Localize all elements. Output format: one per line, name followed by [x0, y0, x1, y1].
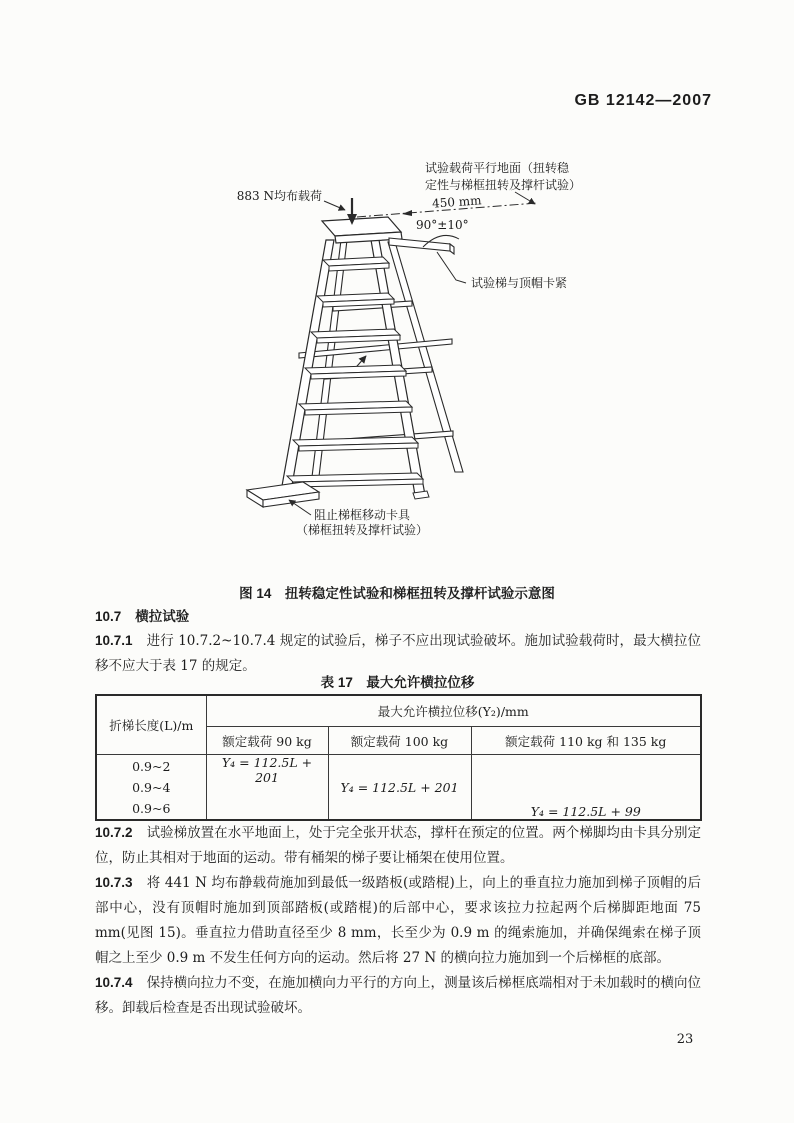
clause-text: 保持横向拉力不变，在施加横向力平行的方向上，测量该后梯框底端相对于未加载时的横向位移。卸载后检查是否出现试验破坏。: [95, 975, 701, 1016]
formula-110-135kg: Y₄ = 112.5L + 99: [471, 755, 701, 821]
clause-text: 试验梯放置在水平地面上，处于完全张开状态，撑杆在预定的位置。两个梯脚均由卡具分别定位，防止其相对于地面的运动。带有桶架的梯子要让桶架在使用位置。: [95, 825, 701, 866]
clause-text: 进行 10.7.2~10.7.4 规定的试验后，梯子不应出现试验破坏。施加试验载荷时，最大横拉位移不应大于表 17 的规定。: [95, 633, 701, 674]
clause-number: 10.7.3: [95, 875, 133, 890]
figure-14: [0, 148, 794, 580]
label-clamp-block: [278, 508, 446, 538]
table-17: [95, 694, 702, 821]
label-test-load-parallel-line1: 试验载荷平行地面（扭转稳: [425, 161, 570, 175]
clause-number: 10.7.1: [95, 633, 133, 648]
formula-100kg: Y₄ = 112.5L + 201: [328, 755, 471, 821]
foot-pad: [413, 491, 429, 499]
table-length-cell: [96, 755, 206, 821]
top-clamp-leader: [437, 252, 466, 283]
label-distributed-load: 883 N均布载荷: [236, 189, 322, 203]
length-value: 0.9~6: [132, 800, 171, 816]
figure-caption: 图 14 扭转稳定性试验和梯框扭转及撑杆试验示意图: [239, 586, 555, 601]
test-bar: [389, 238, 454, 254]
length-value: 0.9~2: [132, 758, 171, 774]
table-subheader-100kg: 额定载荷 100 kg: [328, 727, 471, 755]
label-test-load-parallel-line2: 定性与梯框扭转及撑杆试验）: [425, 178, 582, 192]
page-number: 23: [676, 1032, 694, 1047]
label-clamp-block-line1: 阻止梯框移动卡具: [313, 508, 410, 522]
label-top-clamp: 试验梯与顶帽卡紧: [471, 276, 568, 290]
label-clamp-block-line2: （梯框扭转及撑杆试验）: [295, 523, 428, 537]
label-450mm: 450 mm: [431, 193, 482, 211]
label-test-load-parallel: [425, 160, 581, 194]
clause-text: 将 441 N 均布静载荷施加到最低一级踏板(或踏棍)上，向上的垂直拉力施加到梯子顶帽的后部中心，没有顶帽时施加到顶部踏板(或踏棍)的后部中心，要求该拉力拉起两个后梯脚距地面 75 mm(见图 15)。垂直拉力借助直径至少 8 mm，长至少为 0.9 m 的绳索施加，并确保绳索在梯子顶帽之上至少 0.9 m 不发生任何方向的运动。然后将 27 N 的横向拉力施加到一个后梯框的底部。: [95, 875, 701, 966]
standard-number: GB 12142—2007: [574, 92, 712, 109]
paragraph-10-7-2: [95, 820, 701, 871]
table-subheader-110-135kg: 额定载荷 110 kg 和 135 kg: [471, 727, 701, 755]
paragraph-10-7-3: [95, 870, 701, 971]
clause-number: 10.7.2: [95, 825, 133, 840]
paragraph-10-7-4: [95, 970, 701, 1021]
section-number: 10.7: [95, 609, 122, 624]
table-caption: 表 17 最大允许横拉位移: [320, 675, 475, 690]
table-span-header: 最大允许横拉位移(Y₂)/mm: [206, 695, 701, 727]
formula-90kg: Y₄ = 112.5L + 201: [206, 755, 328, 821]
label-angle: 90°±10°: [416, 218, 469, 232]
clause-number: 10.7.4: [95, 975, 133, 990]
table-col1-header: 折梯长度(L)/m: [96, 695, 206, 755]
table-subheader-90kg: 额定载荷 90 kg: [206, 727, 328, 755]
load-label-leader: [324, 201, 345, 210]
section-heading: [95, 605, 700, 625]
clamp-block: [247, 482, 319, 507]
section-title: 横拉试验: [135, 609, 190, 624]
length-value: 0.9~4: [132, 779, 171, 795]
